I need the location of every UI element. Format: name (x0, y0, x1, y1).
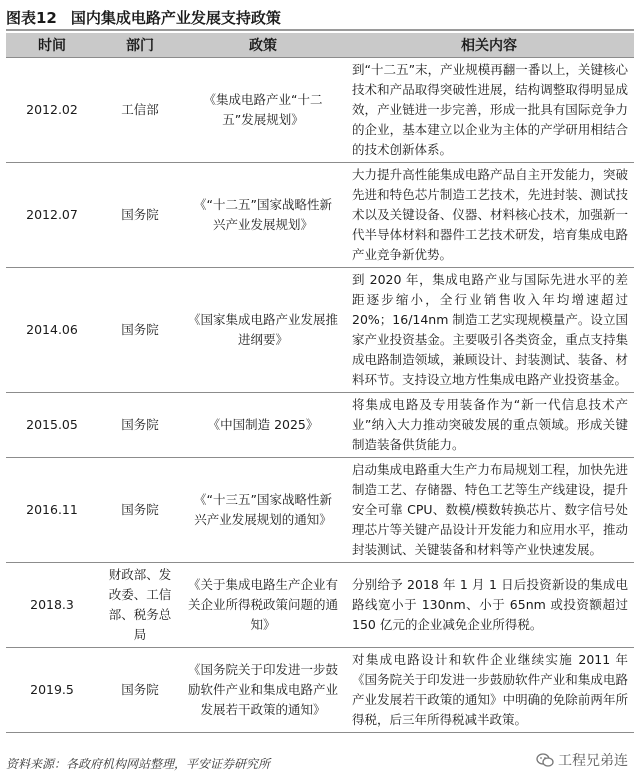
watermark (536, 750, 628, 770)
cell-time: 2012.07 (6, 163, 98, 268)
cell-content: 大力提升高性能集成电路产品自主开发能力，突破先进和特色芯片制造工艺技术，先进封装、测试技术以及关键设备、仪器、材料核心技术，加强新一代半导体材料和器件工艺技术研发，培育集成电路产业竞争新优势。 (344, 163, 634, 268)
table-row (6, 163, 634, 268)
table-row (6, 58, 634, 163)
cell-content: 到 2020 年，集成电路产业与国际先进水平的差距逐步缩小，全行业销售收入年均增速超过 20%；16/14nm 制造工艺实现规模量产。设立国家产业投资基金。主要吸引各类资金，重点支持集成电路制造领域，兼顾设计、封装测试、装备、材料环节。支持设立地方性集成电路产业投资基金。 (344, 268, 634, 393)
cell-policy: 《国务院关于印发进一步鼓励软件产业和集成电路产业发展若干政策的通知》 (182, 648, 344, 733)
figure-label: 图表12 (6, 8, 57, 27)
cell-dept: 国务院 (98, 458, 182, 563)
cell-dept: 国务院 (98, 648, 182, 733)
cell-policy: 《国家集成电路产业发展推进纲要》 (182, 268, 344, 393)
source-note: 资料来源：各政府机构网站整理，平安证券研究所 (6, 757, 271, 771)
wechat-icon (536, 753, 554, 767)
cell-dept: 国务院 (98, 163, 182, 268)
cell-time: 2018.3 (6, 563, 98, 648)
header-dept: 部门 (98, 33, 182, 58)
cell-time: 2016.11 (6, 458, 98, 563)
cell-dept: 财政部、发改委、工信部、税务总局 (98, 563, 182, 648)
table-row (6, 648, 634, 733)
policy-table (6, 33, 634, 733)
cell-content: 启动集成电路重大生产力布局规划工程，加快先进制造工艺、存储器、特色工艺等生产线建设，提升安全可靠 CPU、数模/模数转换芯片、数字信号处理芯片等关键产品设计开发能力和应用水平，推动封装测试、关键装备和材料等产业快速发展。 (344, 458, 634, 563)
watermark-text: 工程兄弟连 (558, 753, 628, 769)
cell-time: 2014.06 (6, 268, 98, 393)
figure-title: 国内集成电路产业发展支持政策 (70, 8, 281, 27)
table-row (6, 393, 634, 458)
table-row (6, 268, 634, 393)
figure-title-bar (6, 5, 634, 31)
cell-content: 到“十二五”末，产业规模再翻一番以上，关键核心技术和产品取得突破性进展，结构调整取得明显成效，产业链进一步完善，形成一批具有国际竞争力的企业，基本建立以企业为主体的产学研用相结合的技术创新体系。 (344, 58, 634, 163)
cell-dept: 国务院 (98, 393, 182, 458)
cell-content: 分别给予 2018 年 1 月 1 日后投资新设的集成电路线宽小于 130nm、小于 65nm 或投资额超过 150 亿元的企业减免企业所得税。 (344, 563, 634, 648)
cell-policy: 《中国制造 2025》 (182, 393, 344, 458)
cell-content: 将集成电路及专用装备作为“新一代信息技术产业”纳入大力推动突破发展的重点领域。形成关键制造装备供货能力。 (344, 393, 634, 458)
table-row (6, 458, 634, 563)
cell-policy: 《关于集成电路生产企业有关企业所得税政策问题的通知》 (182, 563, 344, 648)
header-content: 相关内容 (344, 33, 634, 58)
table-row (6, 563, 634, 648)
cell-policy: 《“十三五”国家战略性新兴产业发展规划的通知》 (182, 458, 344, 563)
cell-policy: 《“十二五”国家战略性新兴产业发展规划》 (182, 163, 344, 268)
cell-time: 2019.5 (6, 648, 98, 733)
cell-policy: 《集成电路产业“十二五”发展规划》 (182, 58, 344, 163)
table-header-row (6, 33, 634, 58)
cell-content: 对集成电路设计和软件企业继续实施 2011 年《国务院关于印发进一步鼓励软件产业和集成电路产业发展若干政策的通知》中明确的免除前两年所得税，后三年所得税减半政策。 (344, 648, 634, 733)
cell-time: 2015.05 (6, 393, 98, 458)
header-policy: 政策 (182, 33, 344, 58)
cell-time: 2012.02 (6, 58, 98, 163)
cell-dept: 工信部 (98, 58, 182, 163)
cell-dept: 国务院 (98, 268, 182, 393)
header-time: 时间 (6, 33, 98, 58)
